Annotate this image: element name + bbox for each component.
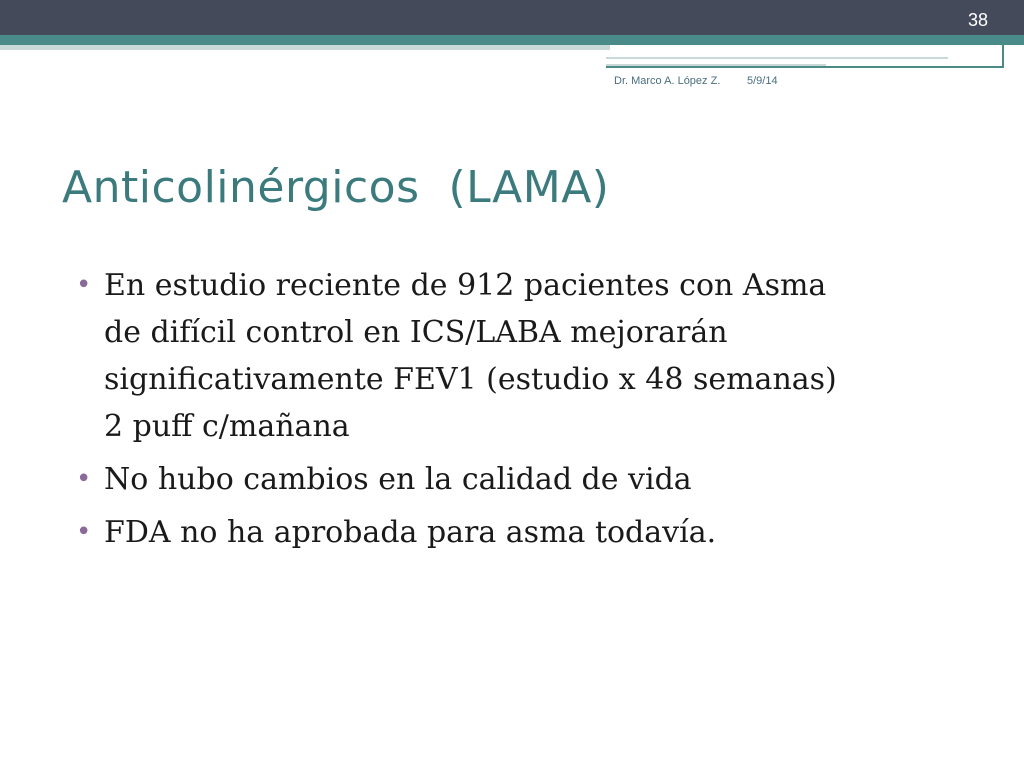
- decorative-line: [606, 64, 826, 66]
- bullet-line: 2 puff c/mañana: [104, 409, 350, 444]
- slide-number: 38: [967, 10, 988, 30]
- bullet-line: FDA no ha aprobada para asma todavía.: [104, 515, 717, 550]
- bullet-list: [76, 262, 956, 562]
- bullet-item: [76, 456, 956, 503]
- bullet-dot-icon: •: [76, 270, 92, 300]
- bullet-dot-icon: •: [76, 517, 92, 547]
- light-band: [0, 45, 610, 50]
- bullet-line: significativamente FEV1 (estudio x 48 semanas): [104, 362, 837, 397]
- bullet-line: En estudio reciente de 912 pacientes con Asma: [104, 268, 827, 303]
- top-band: [0, 0, 1024, 35]
- date-label: 5/9/14: [747, 75, 778, 87]
- bullet-item: [76, 509, 956, 556]
- bullet-dot-icon: •: [76, 464, 92, 494]
- bullet-line: No hubo cambios en la calidad de vida: [104, 462, 692, 497]
- author-label: Dr. Marco A. López Z.: [614, 75, 721, 87]
- bullet-line: de difícil control en ICS/LABA mejorarán: [104, 315, 728, 350]
- slide-title: Anticolinérgicos (LAMA): [62, 162, 610, 213]
- bullet-item: [76, 262, 956, 450]
- decorative-line: [606, 57, 948, 59]
